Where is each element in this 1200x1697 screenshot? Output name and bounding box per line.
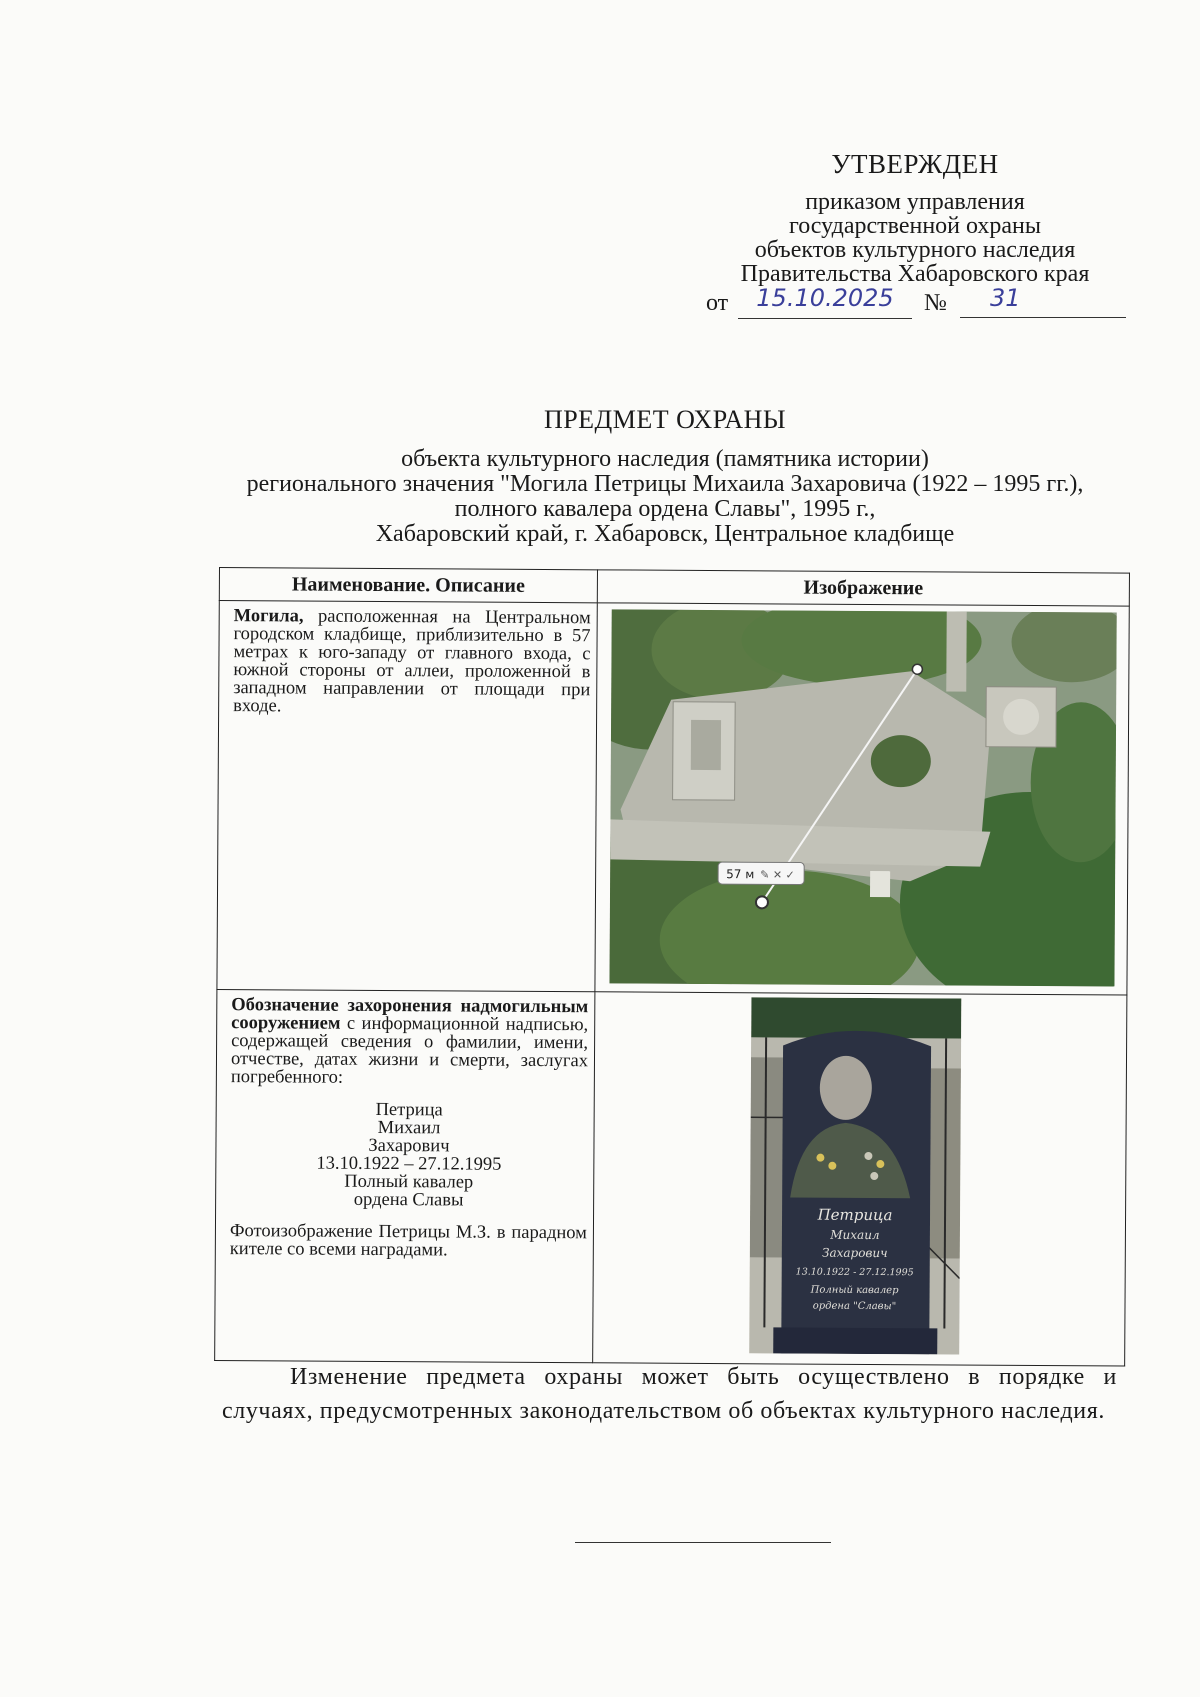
monument-photo-cell	[593, 992, 1127, 1366]
grave-term: Могила,	[233, 606, 304, 627]
inscription-dates: 13.10.1922 – 27.12.1995	[316, 1153, 502, 1175]
monument-description	[216, 990, 595, 1260]
subject-line-3: полного кавалера ордена Славы", 1995 г.,	[454, 496, 876, 522]
date-label: от	[706, 290, 729, 316]
stone-text-surname: Петрица	[817, 1205, 893, 1225]
inscription-name: Михаил	[377, 1117, 441, 1139]
subject-block	[200, 405, 1130, 547]
photo-note: Фотоизображение Петрицы М.З. в парадном кителе со всеми наградами.	[229, 1221, 587, 1261]
approval-line-2: государственной охраны	[788, 213, 1042, 239]
stone-text-dates: 13.10.1922 - 27.12.1995	[795, 1266, 914, 1279]
header-image: Изображение	[597, 570, 1129, 606]
header-description: Наименование. Описание	[219, 568, 597, 603]
order-date-row	[706, 284, 1126, 324]
approval-block	[700, 148, 1130, 286]
grave-text: расположенная на Центральном городском кладбище, приблизительно в 57 метрах к юго-западу от главного входа, с южной стороны от аллеи, проложенной в западном направлении от площади при входе.	[233, 606, 591, 717]
inscription-patronymic: Захарович	[368, 1135, 450, 1157]
monument-description-cell	[215, 989, 595, 1362]
stone-text-name: Михаил	[830, 1227, 880, 1243]
document-title: ПРЕДМЕТ ОХРАНЫ	[543, 405, 787, 434]
stone-text-title-2: ордена "Славы"	[812, 1300, 897, 1313]
order-date-handwritten: 15.10.2025	[738, 284, 912, 319]
approval-line-1: приказом управления	[805, 189, 1025, 215]
grave-description	[219, 601, 597, 717]
measure-end-marker	[756, 896, 768, 908]
map-label-controls-icon: ✎ ✕ ✓	[760, 868, 795, 882]
subject-line-1: объекта культурного наследия (памятника истории)	[401, 446, 929, 472]
table-row	[215, 989, 1127, 1366]
monument-photo	[749, 997, 961, 1354]
stone-text-title-1: Полный кавалер	[810, 1284, 899, 1297]
footer-paragraph: Изменение предмета охраны может быть осуществлено в порядке и случаях, предусмотренных законодательством об объектах культурного наследия.	[222, 1364, 1117, 1424]
subject-line-4: Хабаровский край, г. Хабаровск, Центральное кладбище	[375, 521, 955, 547]
number-label: №	[924, 290, 947, 316]
approval-heading: УТВЕРЖДЕН	[831, 149, 999, 179]
end-divider	[575, 1542, 831, 1543]
measure-start-marker	[912, 664, 922, 674]
table-row	[217, 601, 1129, 996]
approval-line-3: объектов культурного наследия	[754, 237, 1076, 263]
monument-term: Обозначение захоронения надмогильным сооружением	[231, 995, 589, 1034]
approval-line-4: Правительства Хабаровского края	[740, 261, 1090, 287]
subject-line-2: регионального значения "Могила Петрицы Михаила Захаровича (1922 – 1995 гг.),	[246, 471, 1084, 497]
inscription-title-2: ордена Славы	[353, 1189, 464, 1211]
map-cell	[595, 603, 1129, 995]
grave-description-cell	[217, 601, 597, 992]
inscription-surname: Петрица	[375, 1099, 443, 1121]
satellite-map-image	[609, 609, 1116, 986]
protection-subject-table	[214, 567, 1130, 1367]
stone-text-patronymic: Захарович	[821, 1245, 888, 1261]
table-header-row	[219, 568, 1129, 607]
monument-text: с информационной надписью, содержащей сведения о фамилии, имени, отчестве, датах жизни и смерти, заслугах погребенного:	[230, 1013, 589, 1088]
map-distance-label: 57 м	[726, 867, 755, 882]
inscription-block	[230, 1100, 588, 1210]
inscription-title-1: Полный кавалер	[344, 1171, 474, 1193]
order-number-handwritten: 31	[960, 284, 1126, 318]
